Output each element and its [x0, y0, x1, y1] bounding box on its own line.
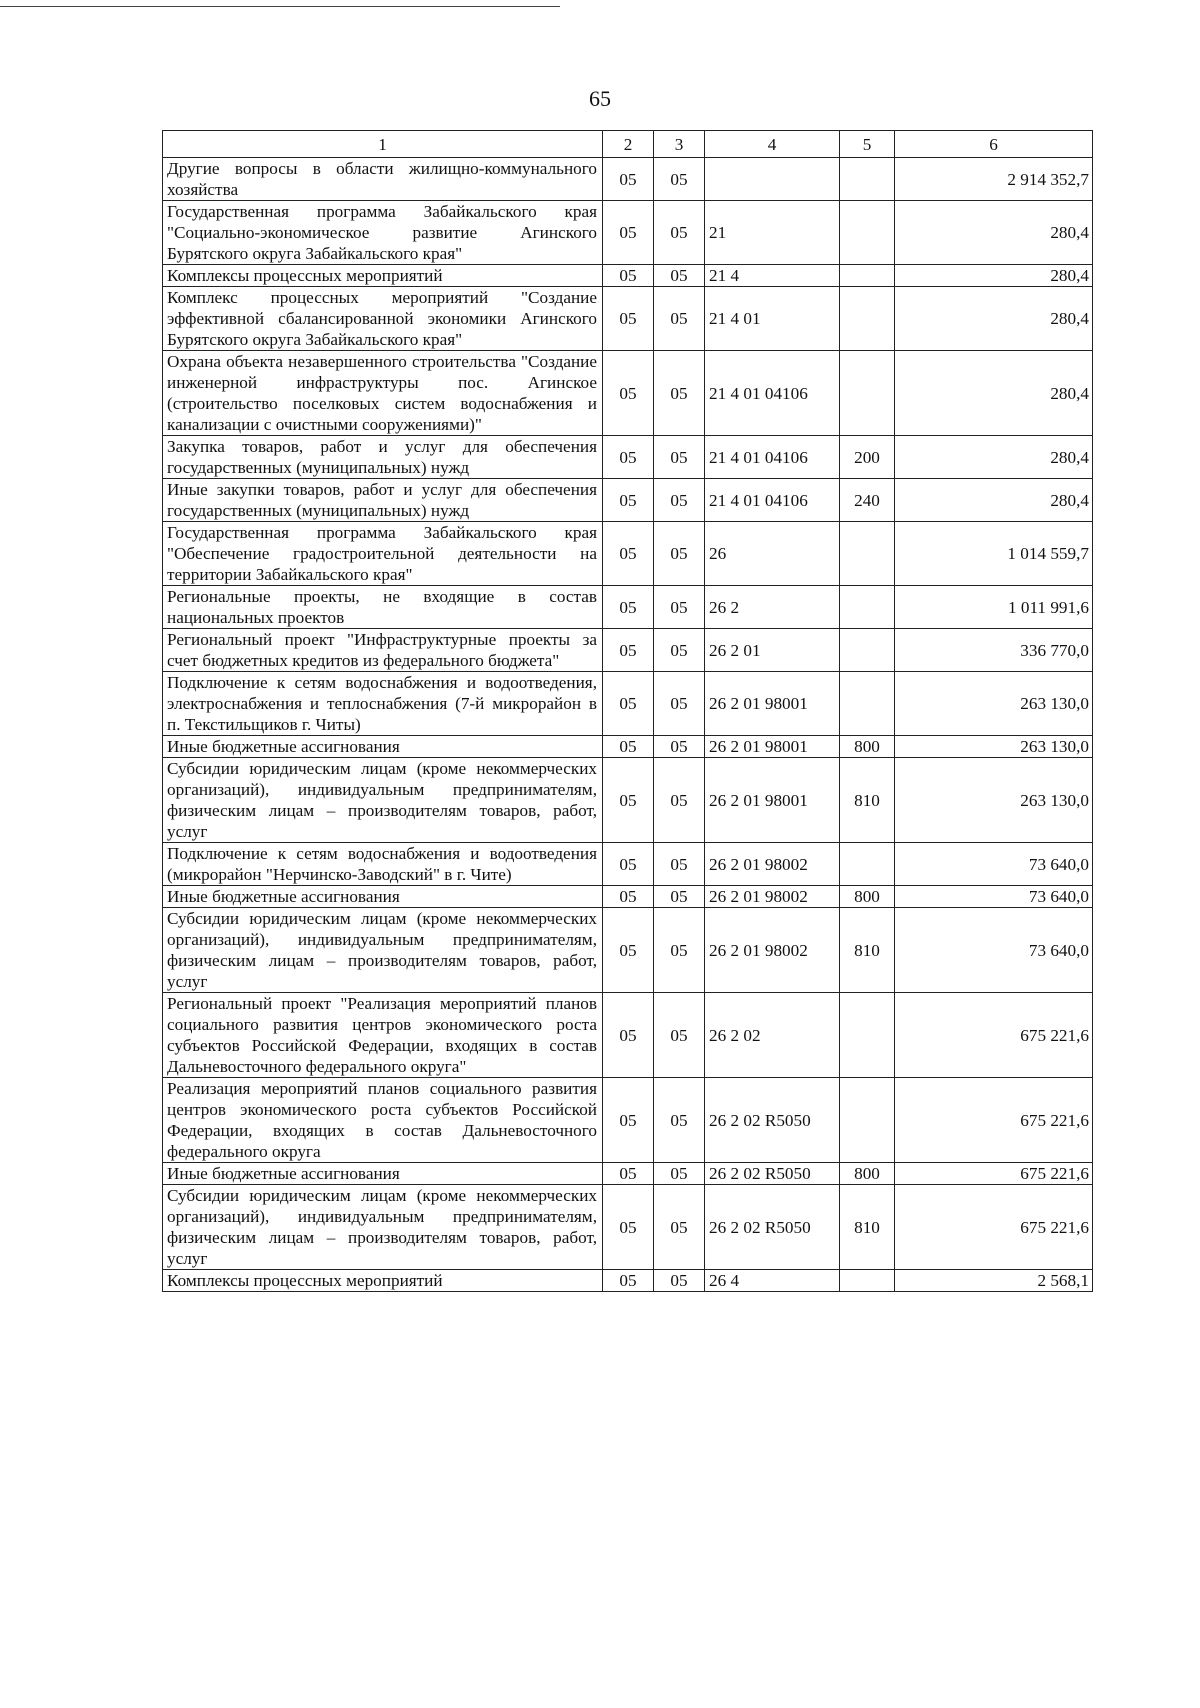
table-row — [163, 351, 1093, 436]
header-col-4: 4 — [705, 131, 840, 158]
row-amount: 675 221,6 — [895, 1078, 1093, 1163]
row-expense-type: 810 — [840, 1185, 895, 1270]
row-amount: 2 914 352,7 — [895, 158, 1093, 201]
row-expense-type — [840, 1270, 895, 1292]
budget-table — [162, 130, 1093, 1292]
row-expense-type — [840, 522, 895, 586]
row-subsection: 05 — [654, 586, 705, 629]
table-row — [163, 1163, 1093, 1185]
row-section: 05 — [603, 1185, 654, 1270]
row-section: 05 — [603, 1163, 654, 1185]
row-amount: 280,4 — [895, 351, 1093, 436]
row-expense-type: 200 — [840, 436, 895, 479]
page-number: 65 — [589, 86, 611, 111]
table-row — [163, 736, 1093, 758]
row-section: 05 — [603, 736, 654, 758]
table-row — [163, 522, 1093, 586]
row-name: Государственная программа Забайкальского края "Обеспечение градостроительной деятельности на территории Забайкальского края" — [163, 522, 603, 586]
table-row — [163, 158, 1093, 201]
row-target-article: 21 — [705, 201, 840, 265]
table-row — [163, 886, 1093, 908]
header-col-2: 2 — [603, 131, 654, 158]
row-name: Иные бюджетные ассигнования — [163, 886, 603, 908]
row-target-article: 26 2 02 — [705, 993, 840, 1078]
row-section: 05 — [603, 758, 654, 843]
row-section: 05 — [603, 629, 654, 672]
row-expense-type: 800 — [840, 1163, 895, 1185]
row-target-article: 26 2 01 98001 — [705, 672, 840, 736]
row-subsection: 05 — [654, 993, 705, 1078]
row-section: 05 — [603, 672, 654, 736]
row-name: Комплексы процессных мероприятий — [163, 1270, 603, 1292]
row-name: Государственная программа Забайкальского края "Социально-экономическое развитие Агинского Бурятского округа Забайкальского края" — [163, 201, 603, 265]
row-target-article: 21 4 — [705, 265, 840, 287]
row-subsection: 05 — [654, 1078, 705, 1163]
table-row — [163, 436, 1093, 479]
row-expense-type — [840, 672, 895, 736]
row-subsection: 05 — [654, 1270, 705, 1292]
row-section: 05 — [603, 993, 654, 1078]
row-expense-type: 800 — [840, 886, 895, 908]
table-row — [163, 758, 1093, 843]
header-col-6: 6 — [895, 131, 1093, 158]
row-subsection: 05 — [654, 265, 705, 287]
table-header — [163, 131, 1093, 158]
row-expense-type — [840, 629, 895, 672]
table-row — [163, 993, 1093, 1078]
row-target-article: 26 2 02 R5050 — [705, 1078, 840, 1163]
row-target-article: 26 2 01 98002 — [705, 886, 840, 908]
table-row — [163, 479, 1093, 522]
row-target-article: 26 2 01 98002 — [705, 843, 840, 886]
row-amount: 73 640,0 — [895, 886, 1093, 908]
row-amount: 675 221,6 — [895, 1163, 1093, 1185]
row-subsection: 05 — [654, 351, 705, 436]
row-name: Комплексы процессных мероприятий — [163, 265, 603, 287]
row-amount: 263 130,0 — [895, 758, 1093, 843]
row-amount: 280,4 — [895, 436, 1093, 479]
row-name: Региональные проекты, не входящие в состав национальных проектов — [163, 586, 603, 629]
row-amount: 2 568,1 — [895, 1270, 1093, 1292]
row-name: Субсидии юридическим лицам (кроме некоммерческих организаций), индивидуальным предпринимателям, физическим лицам – производителям товаров, работ, услуг — [163, 758, 603, 843]
row-subsection: 05 — [654, 1163, 705, 1185]
row-amount: 675 221,6 — [895, 1185, 1093, 1270]
row-subsection: 05 — [654, 736, 705, 758]
row-expense-type: 810 — [840, 758, 895, 843]
row-section: 05 — [603, 158, 654, 201]
row-section: 05 — [603, 265, 654, 287]
table-row — [163, 1270, 1093, 1292]
row-expense-type — [840, 1078, 895, 1163]
header-col-3: 3 — [654, 131, 705, 158]
row-subsection: 05 — [654, 908, 705, 993]
row-subsection: 05 — [654, 522, 705, 586]
table-row — [163, 586, 1093, 629]
row-section: 05 — [603, 351, 654, 436]
row-target-article: 21 4 01 04106 — [705, 436, 840, 479]
row-expense-type — [840, 201, 895, 265]
row-name: Региональный проект "Реализация мероприятий планов социального развития центров экономического роста субъектов Российской Федерации, входящих в состав Дальневосточного федерального округа" — [163, 993, 603, 1078]
row-target-article: 21 4 01 — [705, 287, 840, 351]
row-subsection: 05 — [654, 436, 705, 479]
row-target-article: 26 2 — [705, 586, 840, 629]
row-subsection: 05 — [654, 158, 705, 201]
row-amount: 280,4 — [895, 287, 1093, 351]
row-section: 05 — [603, 522, 654, 586]
row-amount: 263 130,0 — [895, 672, 1093, 736]
row-amount: 73 640,0 — [895, 843, 1093, 886]
row-target-article: 26 — [705, 522, 840, 586]
row-name: Иные закупки товаров, работ и услуг для обеспечения государственных (муниципальных) нужд — [163, 479, 603, 522]
row-amount: 263 130,0 — [895, 736, 1093, 758]
row-target-article — [705, 158, 840, 201]
row-target-article: 21 4 01 04106 — [705, 479, 840, 522]
row-name: Иные бюджетные ассигнования — [163, 1163, 603, 1185]
row-name: Реализация мероприятий планов социального развития центров экономического роста субъектов Российской Федерации, входящих в состав Дальневосточного федерального округа — [163, 1078, 603, 1163]
row-subsection: 05 — [654, 886, 705, 908]
table-row — [163, 1078, 1093, 1163]
table-row — [163, 265, 1093, 287]
row-expense-type — [840, 843, 895, 886]
table-body — [163, 158, 1093, 1292]
header-col-1: 1 — [163, 131, 603, 158]
row-section: 05 — [603, 586, 654, 629]
table-row — [163, 201, 1093, 265]
table-row — [163, 908, 1093, 993]
row-expense-type — [840, 287, 895, 351]
row-target-article: 26 2 01 98001 — [705, 758, 840, 843]
row-section: 05 — [603, 843, 654, 886]
row-section: 05 — [603, 436, 654, 479]
row-name: Иные бюджетные ассигнования — [163, 736, 603, 758]
row-amount: 280,4 — [895, 265, 1093, 287]
row-name: Региональный проект "Инфраструктурные проекты за счет бюджетных кредитов из федерального бюджета" — [163, 629, 603, 672]
row-section: 05 — [603, 479, 654, 522]
row-amount: 675 221,6 — [895, 993, 1093, 1078]
row-amount: 73 640,0 — [895, 908, 1093, 993]
row-subsection: 05 — [654, 1185, 705, 1270]
header-row — [163, 131, 1093, 158]
row-amount: 280,4 — [895, 201, 1093, 265]
row-subsection: 05 — [654, 287, 705, 351]
table-row — [163, 843, 1093, 886]
row-expense-type — [840, 993, 895, 1078]
row-section: 05 — [603, 886, 654, 908]
row-target-article: 26 2 02 R5050 — [705, 1163, 840, 1185]
row-expense-type — [840, 265, 895, 287]
table-row — [163, 672, 1093, 736]
row-name: Субсидии юридическим лицам (кроме некоммерческих организаций), индивидуальным предпринимателям, физическим лицам – производителям товаров, работ, услуг — [163, 908, 603, 993]
row-name: Подключение к сетям водоснабжения и водоотведения (микрорайон "Нерчинско-Заводский" в г. Чите) — [163, 843, 603, 886]
row-section: 05 — [603, 287, 654, 351]
row-amount: 280,4 — [895, 479, 1093, 522]
row-expense-type: 240 — [840, 479, 895, 522]
row-name: Комплекс процессных мероприятий "Создание эффективной сбалансированной экономики Агинского Бурятского округа Забайкальского края" — [163, 287, 603, 351]
row-section: 05 — [603, 908, 654, 993]
table-row — [163, 287, 1093, 351]
row-target-article: 26 2 01 98001 — [705, 736, 840, 758]
row-amount: 336 770,0 — [895, 629, 1093, 672]
row-name: Закупка товаров, работ и услуг для обеспечения государственных (муниципальных) нужд — [163, 436, 603, 479]
table-row — [163, 1185, 1093, 1270]
row-name: Охрана объекта незавершенного строительства "Создание инженерной инфраструктуры пос. Агинское (строительство поселковых систем водоснабжения и канализации с очистными сооружениями)" — [163, 351, 603, 436]
row-subsection: 05 — [654, 201, 705, 265]
row-subsection: 05 — [654, 629, 705, 672]
row-expense-type — [840, 158, 895, 201]
row-subsection: 05 — [654, 843, 705, 886]
row-expense-type — [840, 586, 895, 629]
table-row — [163, 629, 1093, 672]
row-subsection: 05 — [654, 479, 705, 522]
row-target-article: 21 4 01 04106 — [705, 351, 840, 436]
header-col-5: 5 — [840, 131, 895, 158]
row-amount: 1 014 559,7 — [895, 522, 1093, 586]
row-name: Субсидии юридическим лицам (кроме некоммерческих организаций), индивидуальным предпринимателям, физическим лицам – производителям товаров, работ, услуг — [163, 1185, 603, 1270]
row-name: Подключение к сетям водоснабжения и водоотведения, электроснабжения и теплоснабжения (7-й микрорайон в п. Текстильщиков г. Читы) — [163, 672, 603, 736]
row-section: 05 — [603, 1078, 654, 1163]
row-expense-type: 810 — [840, 908, 895, 993]
row-target-article: 26 4 — [705, 1270, 840, 1292]
row-expense-type — [840, 351, 895, 436]
row-target-article: 26 2 01 98002 — [705, 908, 840, 993]
row-target-article: 26 2 01 — [705, 629, 840, 672]
row-expense-type: 800 — [840, 736, 895, 758]
top-rule — [0, 6, 560, 7]
row-name: Другие вопросы в области жилищно-коммунального хозяйства — [163, 158, 603, 201]
row-section: 05 — [603, 201, 654, 265]
row-amount: 1 011 991,6 — [895, 586, 1093, 629]
row-section: 05 — [603, 1270, 654, 1292]
row-subsection: 05 — [654, 758, 705, 843]
row-target-article: 26 2 02 R5050 — [705, 1185, 840, 1270]
row-subsection: 05 — [654, 672, 705, 736]
